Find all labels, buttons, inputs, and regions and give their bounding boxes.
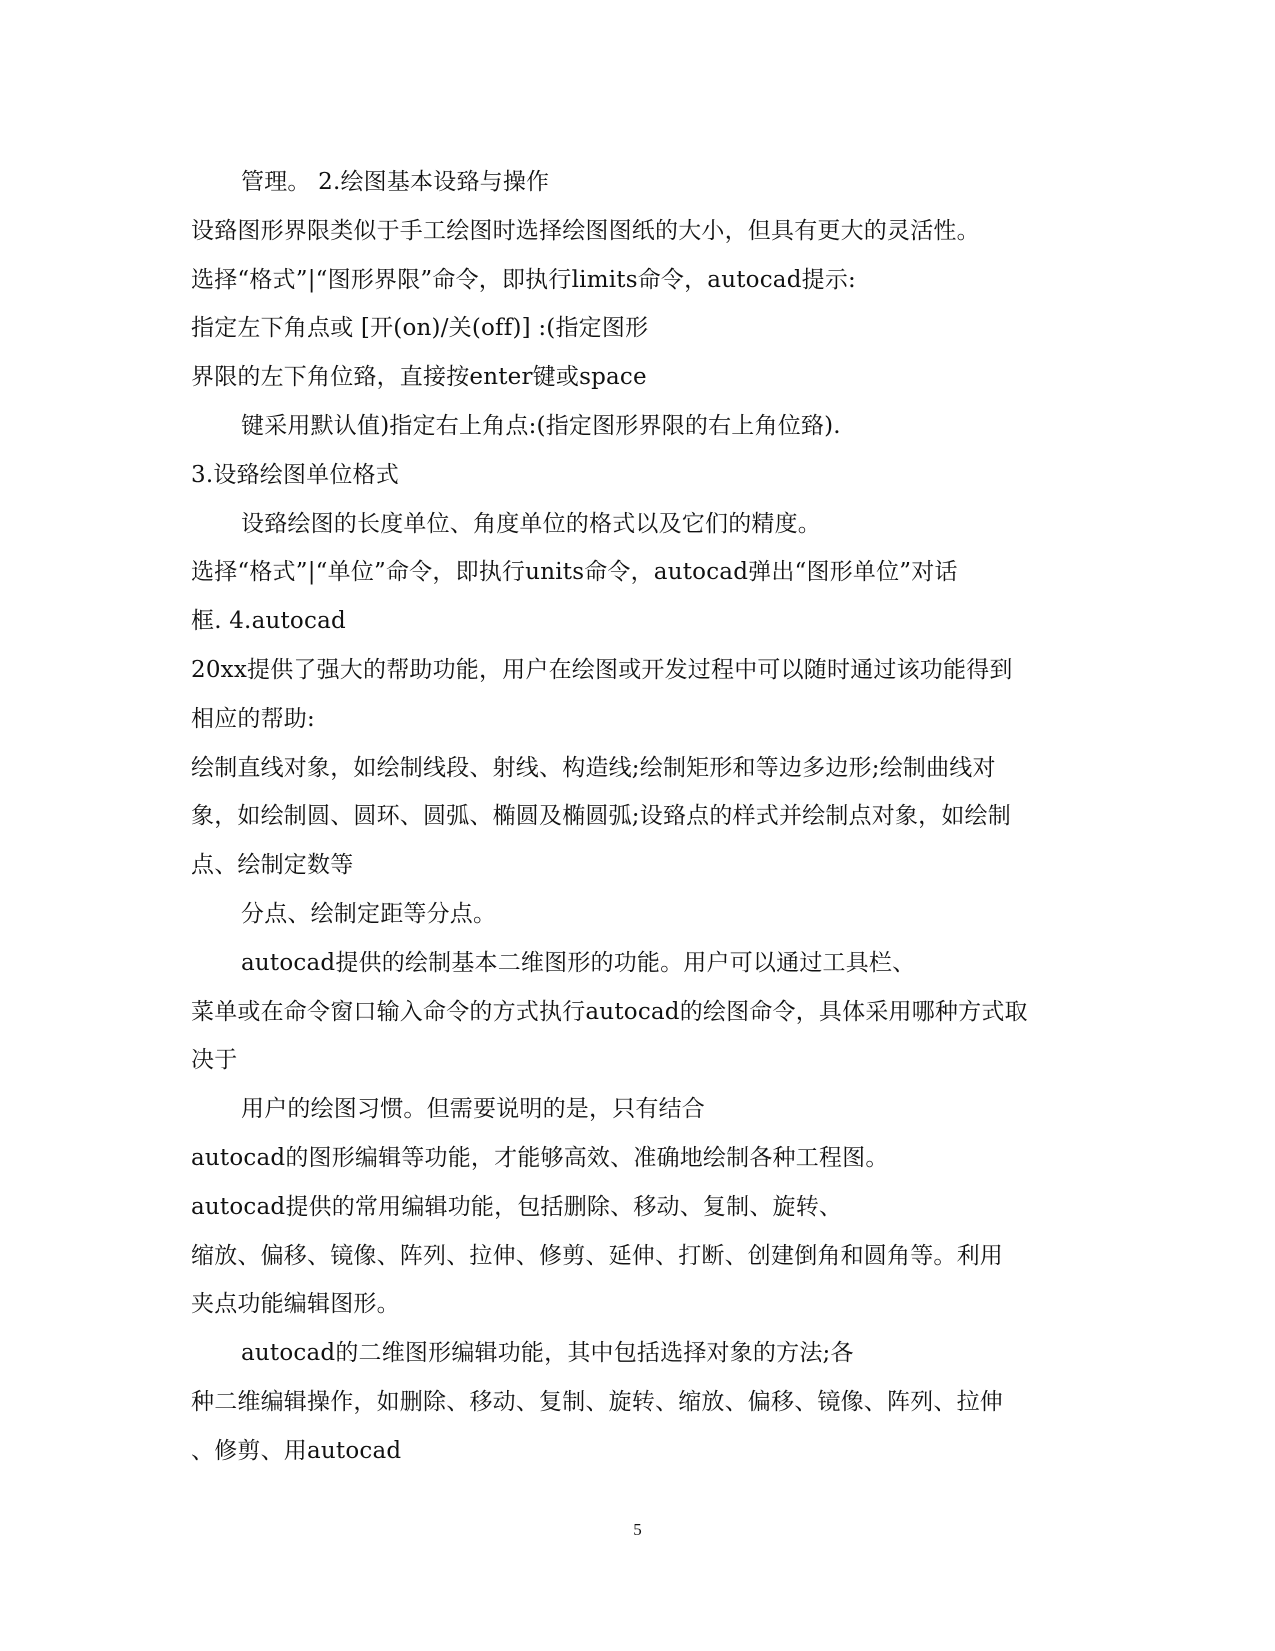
text-line: 键采用默认值)指定右上角点:(指定图形界限的右上角位臵).	[241, 412, 841, 439]
text-line: 种二维编辑操作，如删除、移动、复制、旋转、缩放、偏移、镜像、阵列、拉伸	[191, 1388, 1003, 1415]
text-line: autocad的二维图形编辑功能，其中包括选择对象的方法;各	[241, 1340, 854, 1367]
text-line: 选择“格式”|“单位”命令，即执行units命令，autocad弹出“图形单位”对话	[191, 559, 958, 586]
text-line: 决于	[191, 1047, 238, 1074]
text-line: autocad的图形编辑等功能，才能够高效、准确地绘制各种工程图。	[191, 1144, 889, 1171]
page-number: 5	[633, 1520, 642, 1539]
text-line: 缩放、偏移、镜像、阵列、拉伸、修剪、延伸、打断、创建倒角和圆角等。利用	[191, 1242, 1003, 1269]
text-line: 设臵图形界限类似于手工绘图时选择绘图图纸的大小，但具有更大的灵活性。	[191, 217, 980, 244]
text-line: 用户的绘图习惯。但需要说明的是，只有结合	[241, 1096, 705, 1123]
text-line: 设臵绘图的长度单位、角度单位的格式以及它们的精度。	[241, 510, 821, 537]
text-line: 夹点功能编辑图形。	[191, 1291, 400, 1318]
text-line: 象，如绘制圆、圆环、圆弧、椭圆及椭圆弧;设臵点的样式并绘制点对象，如绘制	[191, 803, 1011, 830]
text-line: autocad提供的绘制基本二维图形的功能。用户可以通过工具栏、	[241, 949, 916, 976]
section-heading: 3.设臵绘图单位格式	[191, 461, 399, 488]
text-line: 分点、绘制定距等分点。	[241, 900, 497, 927]
text-line: 点、绘制定数等	[191, 852, 354, 879]
text-line: 、修剪、用autocad	[191, 1437, 402, 1464]
text-line: 界限的左下角位臵，直接按enter键或space	[191, 364, 647, 391]
text-line: 选择“格式”|“图形界限”命令，即执行limits命令，autocad提示:	[191, 266, 856, 293]
text-line: 菜单或在命令窗口输入命令的方式执行autocad的绘图命令，具体采用哪种方式取	[191, 998, 1028, 1025]
text-line: 相应的帮助:	[191, 705, 315, 732]
text-line: autocad提供的常用编辑功能，包括删除、移动、复制、旋转、	[191, 1193, 843, 1220]
text-line: 管理。 2.绘图基本设臵与操作	[241, 169, 550, 195]
text-line: 指定左下角点或 [开(on)/关(off)] :(指定图形	[191, 315, 649, 342]
text-line: 绘制直线对象，如绘制线段、射线、构造线;绘制矩形和等边多边形;绘制曲线对	[191, 754, 996, 781]
text-line: 框. 4.autocad	[191, 608, 346, 635]
text-line: 20xx提供了强大的帮助功能，用户在绘图或开发过程中可以随时通过该功能得到	[191, 656, 1013, 683]
body-text	[191, 158, 1091, 1476]
